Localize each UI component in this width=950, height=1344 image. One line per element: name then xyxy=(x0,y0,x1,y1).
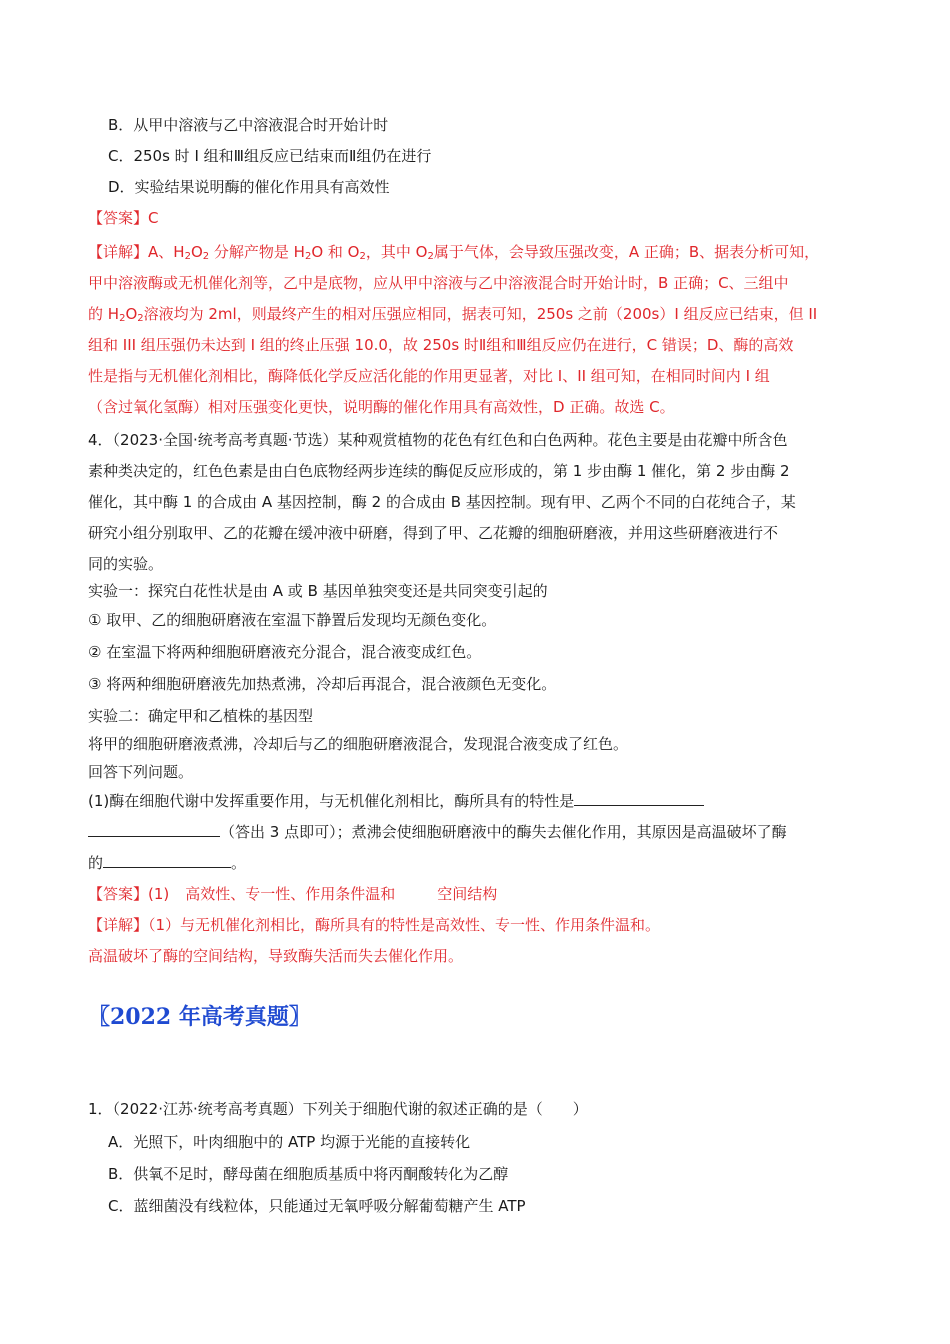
q4-exp2-step-1: 将甲的细胞研磨液煮沸，冷却后与乙的细胞研磨液混合，发现混合液变成了红色。 xyxy=(88,735,629,753)
q3-detail-line-6: （含过氧化氢酶）相对压强变化更快，说明酶的催化作用具有高效性，D 正确。故选 C。 xyxy=(88,398,675,416)
q1-2022-stem: 1．（2022·江苏·统考高考真题）下列关于细胞代谢的叙述正确的是（ ） xyxy=(88,1100,588,1118)
q4-stem-line-1: 4．（2023·全国·统考高考真题·节选）某种观赏植物的花色有红色和白色两种。花色主要是由花瓣中所含色 xyxy=(88,431,788,449)
q3-detail-line-1: 【详解】A、$H_2O_2$ 分解产物是 $H_2O$ 和 $O_2$，其中 $O_2$属于气体，会导致压强改变，A 正确；B、据表分析可知， xyxy=(88,243,820,262)
q3-detail-line-4: 组和 III 组压强仍未达到 I 组的终止压强 10.0，故 250s 时Ⅱ组和Ⅲ组反应仍在进行，C 错误；D、酶的高效 xyxy=(88,336,794,354)
detail-tag: 【详解】 xyxy=(88,243,149,261)
q4-exp1-step-1: ① 取甲、乙的细胞研磨液在室温下静置后发现均无颜色变化。 xyxy=(88,611,497,629)
q3-option-d: D．实验结果说明酶的催化作用具有高效性 xyxy=(108,178,390,196)
section-heading-2022: 〖2022 年高考真题〗 xyxy=(88,1004,311,1030)
answer-blank xyxy=(88,822,220,837)
answer-blank xyxy=(103,853,231,868)
q4-detail-line-2: 高温破坏了酶的空间结构，导致酶失活而失去催化作用。 xyxy=(88,947,464,965)
q4-exp2-title: 实验二：确定甲和乙植株的基因型 xyxy=(88,707,314,725)
q3-detail-line-5: 性是指与无机催化剂相比，酶降低化学反应活化能的作用更显著，对比 I、II 组可知，在相同时间内 I 组 xyxy=(88,367,770,385)
q4-sub1-line-2: （答出 3 点即可）；煮沸会使细胞研磨液中的酶失去催化作用，其原因是高温破坏了酶 xyxy=(88,822,787,842)
q3-detail-line-3: 的 $H_2O_2$溶液均为 2ml，则最终产生的相对压强应相同，据表可知，250s 之前（200s）I 组反应已结束，但 II xyxy=(88,305,818,324)
answer-blank xyxy=(574,791,704,806)
q1-2022-option-a: A．光照下，叶肉细胞中的 ATP 均源于光能的直接转化 xyxy=(108,1133,471,1151)
q4-exp1-step-3: ③ 将两种细胞研磨液先加热煮沸，冷却后再混合，混合液颜色无变化。 xyxy=(88,675,557,693)
q4-prompt: 回答下列问题。 xyxy=(88,763,194,781)
q4-exp1-title: 实验一：探究白花性状是由 A 或 B 基因单独突变还是共同突变引起的 xyxy=(88,582,548,600)
q1-2022-option-b: B．供氧不足时，酵母菌在细胞质基质中将丙酮酸转化为乙醇 xyxy=(108,1165,509,1183)
q3-detail-line-2: 甲中溶液酶或无机催化剂等，乙中是底物，应从甲中溶液与乙中溶液混合时开始计时，B 正确；C、三组中 xyxy=(88,274,789,292)
q4-stem-line-5: 同的实验。 xyxy=(88,555,164,573)
q3-option-c: C．250s 时 I 组和Ⅲ组反应已结束而Ⅱ组仍在进行 xyxy=(108,147,432,165)
q4-stem-line-4: 研究小组分别取甲、乙的花瓣在缓冲液中研磨，得到了甲、乙花瓣的细胞研磨液，并用这些研磨液进行不 xyxy=(88,524,779,542)
q4-detail-line-1: 【详解】（1）与无机催化剂相比，酶所具有的特性是高效性、专一性、作用条件温和。 xyxy=(88,916,661,934)
q3-answer: 【答案】C xyxy=(88,209,159,227)
q3-option-b: B．从甲中溶液与乙中溶液混合时开始计时 xyxy=(108,116,389,134)
q4-stem-line-2: 素种类决定的，红色色素是由白色底物经两步连续的酶促反应形成的，第 1 步由酶 1 催化，第 2 步由酶 2 xyxy=(88,462,790,480)
q1-2022-option-c: C．蓝细菌没有线粒体，只能通过无氧呼吸分解葡萄糖产生 ATP xyxy=(108,1197,526,1215)
q4-stem-line-3: 催化，其中酶 1 的合成由 A 基因控制，酶 2 的合成由 B 基因控制。现有甲、乙两个不同的白花纯合子，某 xyxy=(88,493,796,511)
q4-exp1-step-2: ② 在室温下将两种细胞研磨液充分混合，混合液变成红色。 xyxy=(88,643,482,661)
q4-answer: 【答案】(1) 高效性、专一性、作用条件温和 空间结构 xyxy=(88,885,498,903)
q4-sub1-line-1: (1)酶在细胞代谢中发挥重要作用，与无机催化剂相比，酶所具有的特性是 xyxy=(88,791,704,811)
q4-sub1-line-3: 的 。 xyxy=(88,854,247,872)
